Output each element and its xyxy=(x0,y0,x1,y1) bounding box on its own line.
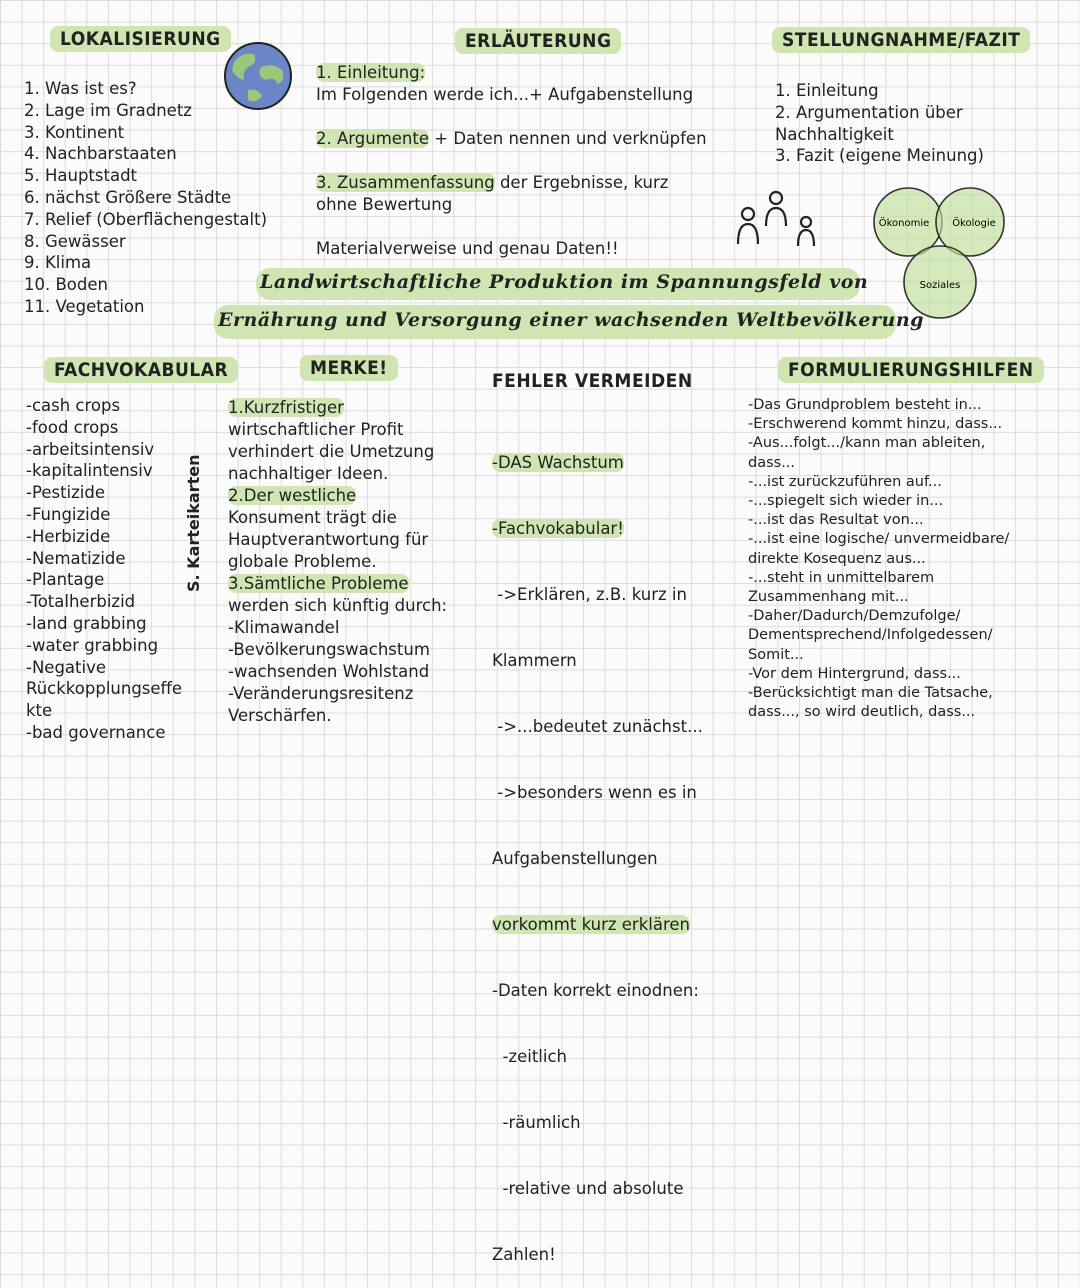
formulierung-line: Zusammenhang mit... xyxy=(748,589,909,606)
formulierung-line: dass... xyxy=(748,454,796,471)
formulierung-line: -Vor dem Hintergrund, dass... xyxy=(748,665,961,682)
merke-line: 3.Sämtliche Probleme xyxy=(228,574,409,593)
formulierung-line: -Berücksichtigt man die Tatsache, xyxy=(748,685,993,702)
list-item: -water grabbing xyxy=(26,635,159,655)
fehler-line: Zahlen! xyxy=(492,1245,556,1264)
list-item: 6. nächst Größere Städte xyxy=(24,187,232,207)
list-item: -Plantage xyxy=(26,570,105,590)
list-item: 4. Nachbarstaaten xyxy=(24,144,177,164)
merke-line: -wachsenden Wohlstand xyxy=(228,662,430,681)
merke-line: -Bevölkerungswachstum xyxy=(228,640,430,659)
list-item: Nachhaltigkeit xyxy=(775,124,894,144)
fehler-line: ->besonders wenn es in xyxy=(492,783,697,802)
merke-line: verhindert die Umetzung xyxy=(228,442,435,461)
fehler-line: Klammern xyxy=(492,651,577,670)
list-item: Rückkopplungseffe xyxy=(26,679,183,699)
list-item: 3. Kontinent xyxy=(24,122,125,142)
venn-label-oekologie: Ökologie xyxy=(952,218,996,229)
erlaeuterung-block xyxy=(316,62,756,260)
list-item: -Negative xyxy=(26,657,107,677)
list-item: 9. Klima xyxy=(24,253,92,273)
formulierung-line: -Erschwerend kommt hinzu, dass... xyxy=(748,416,1003,433)
venn-label-oekonomie: Ökonomie xyxy=(878,218,930,229)
list-item: 3. Fazit (eigene Meinung) xyxy=(775,146,984,166)
list-item: -land grabbing xyxy=(26,613,147,633)
fehler-block xyxy=(492,408,703,1288)
fachvokabular-heading: FACHVOKABULAR xyxy=(44,357,238,383)
list-item: -Totalherbizid xyxy=(26,592,136,612)
formulierung-line: -...spiegelt sich wieder in... xyxy=(748,493,944,510)
merke-line: 1.Kurzfristiger xyxy=(228,398,344,417)
merke-line: -Veränderungsresitenz xyxy=(228,684,414,703)
fehler-line: -relative und absolute xyxy=(492,1179,684,1198)
list-item: -Pestizide xyxy=(26,483,105,503)
list-item: 2. Argumentation über xyxy=(775,102,963,122)
main-title-line1: Landwirtschaftliche Produktion im Spannungsfeld von xyxy=(260,271,869,293)
erlaeuterung-step3-text2: ohne Bewertung xyxy=(316,195,453,214)
venn-label-soziales: Soziales xyxy=(919,280,961,291)
formulierung-line: direkte Kosequenz aus... xyxy=(748,550,926,567)
list-item: -kapitalintensiv xyxy=(26,461,153,481)
list-item: 1. Was ist es? xyxy=(24,79,137,98)
list-item: 7. Relief (Oberflächengestalt) xyxy=(24,209,268,229)
karteikarten-side-label: S. Karteikarten xyxy=(184,454,203,592)
formulierung-line: dass..., so wird deutlich, dass... xyxy=(748,704,976,721)
merke-heading: MERKE! xyxy=(300,355,398,381)
fachvokabular-list xyxy=(26,395,182,744)
erlaeuterung-heading: ERLÄUTERUNG xyxy=(455,28,621,54)
lokalisierung-heading: LOKALISIERUNG xyxy=(50,26,231,52)
formulierung-line: Somit... xyxy=(748,646,804,663)
merke-line: 2.Der westliche xyxy=(228,486,357,505)
people-icon xyxy=(728,186,824,252)
fehler-line: ->Erklären, z.B. kurz in xyxy=(492,585,687,604)
list-item: -arbeitsintensiv xyxy=(26,439,155,459)
erlaeuterung-step1-text: Im Folgenden werde ich...+ Aufgabenstellung xyxy=(316,85,694,104)
erlaeuterung-step2-head: 2. Argumente xyxy=(316,129,430,148)
list-item: 11. Vegetation xyxy=(24,296,145,316)
fehler-line: -räumlich xyxy=(492,1113,581,1132)
stellungnahme-list xyxy=(775,80,984,167)
fehler-line: vorkommt kurz erklären xyxy=(492,915,690,934)
fehler-line: -Fachvokabular! xyxy=(492,519,624,538)
formulierung-heading: FORMULIERUNGSHILFEN xyxy=(778,357,1044,383)
merke-block xyxy=(228,397,447,727)
fehler-line: Aufgabenstellungen xyxy=(492,849,658,868)
formulierung-line: -Daher/Dadurch/Demzufolge/ xyxy=(748,608,961,625)
fehler-line: ->...bedeutet zunächst... xyxy=(492,717,703,736)
formulierung-line: -Aus...folgt.../kann man ableiten, xyxy=(748,435,986,452)
list-item: -Fungizide xyxy=(26,504,111,524)
main-title-line2: Ernährung und Versorgung einer wachsenden Weltbevölkerung xyxy=(218,309,924,331)
merke-line: -Klimawandel xyxy=(228,618,340,637)
erlaeuterung-step3-head: 3. Zusammenfassung xyxy=(316,173,495,192)
list-item: 10. Boden xyxy=(24,275,108,295)
sustainability-venn-diagram xyxy=(866,186,1046,320)
merke-line: globale Probleme. xyxy=(228,552,377,571)
lokalisierung-list xyxy=(24,78,267,318)
formulierung-line: Dementsprechend/Infolgedessen/ xyxy=(748,627,993,644)
fehler-heading: FEHLER VERMEIDEN xyxy=(492,370,693,392)
list-item: -Herbizide xyxy=(26,526,111,546)
fehler-line: -DAS Wachstum xyxy=(492,453,624,472)
list-item: -food crops xyxy=(26,417,119,437)
erlaeuterung-step3-text: der Ergebnisse, kurz xyxy=(494,173,669,192)
list-item: -bad governance xyxy=(26,722,166,742)
fehler-line: -zeitlich xyxy=(492,1047,568,1066)
formulierung-line: -Das Grundproblem besteht in... xyxy=(748,397,982,413)
fehler-line: -Daten korrekt einodnen: xyxy=(492,981,699,1000)
list-item: 5. Hauptstadt xyxy=(24,166,138,186)
merke-line: Konsument trägt die xyxy=(228,508,397,527)
erlaeuterung-step2-text: + Daten nennen und verknüpfen xyxy=(429,129,707,148)
list-item: 2. Lage im Gradnetz xyxy=(24,100,192,120)
formulierung-line: -...ist zurückzuführen auf... xyxy=(748,473,942,490)
list-item: -Nematizide xyxy=(26,548,126,568)
erlaeuterung-note: Materialverweise und genau Daten!! xyxy=(316,239,619,258)
formulierung-line: -...ist das Resultat von... xyxy=(748,512,924,529)
merke-line: werden sich künftig durch: xyxy=(228,596,448,615)
formulierung-line: -...steht in unmittelbarem xyxy=(748,569,935,586)
erlaeuterung-step1-head: 1. Einleitung: xyxy=(316,63,426,82)
list-item: -cash crops xyxy=(26,396,121,415)
merke-line: Verschärfen. xyxy=(228,706,332,725)
merke-line: wirtschaftlicher Profit xyxy=(228,420,404,439)
formulierung-block xyxy=(748,396,1009,722)
merke-line: Hauptverantwortung für xyxy=(228,530,429,549)
stellungnahme-heading: STELLUNGNAHME/FAZIT xyxy=(772,27,1030,53)
merke-line: nachhaltiger Ideen. xyxy=(228,464,389,483)
list-item: 8. Gewässer xyxy=(24,231,126,251)
formulierung-line: -...ist eine logische/ unvermeidbare/ xyxy=(748,531,1010,548)
list-item: 1. Einleitung xyxy=(775,81,879,100)
list-item: kte xyxy=(26,701,53,721)
